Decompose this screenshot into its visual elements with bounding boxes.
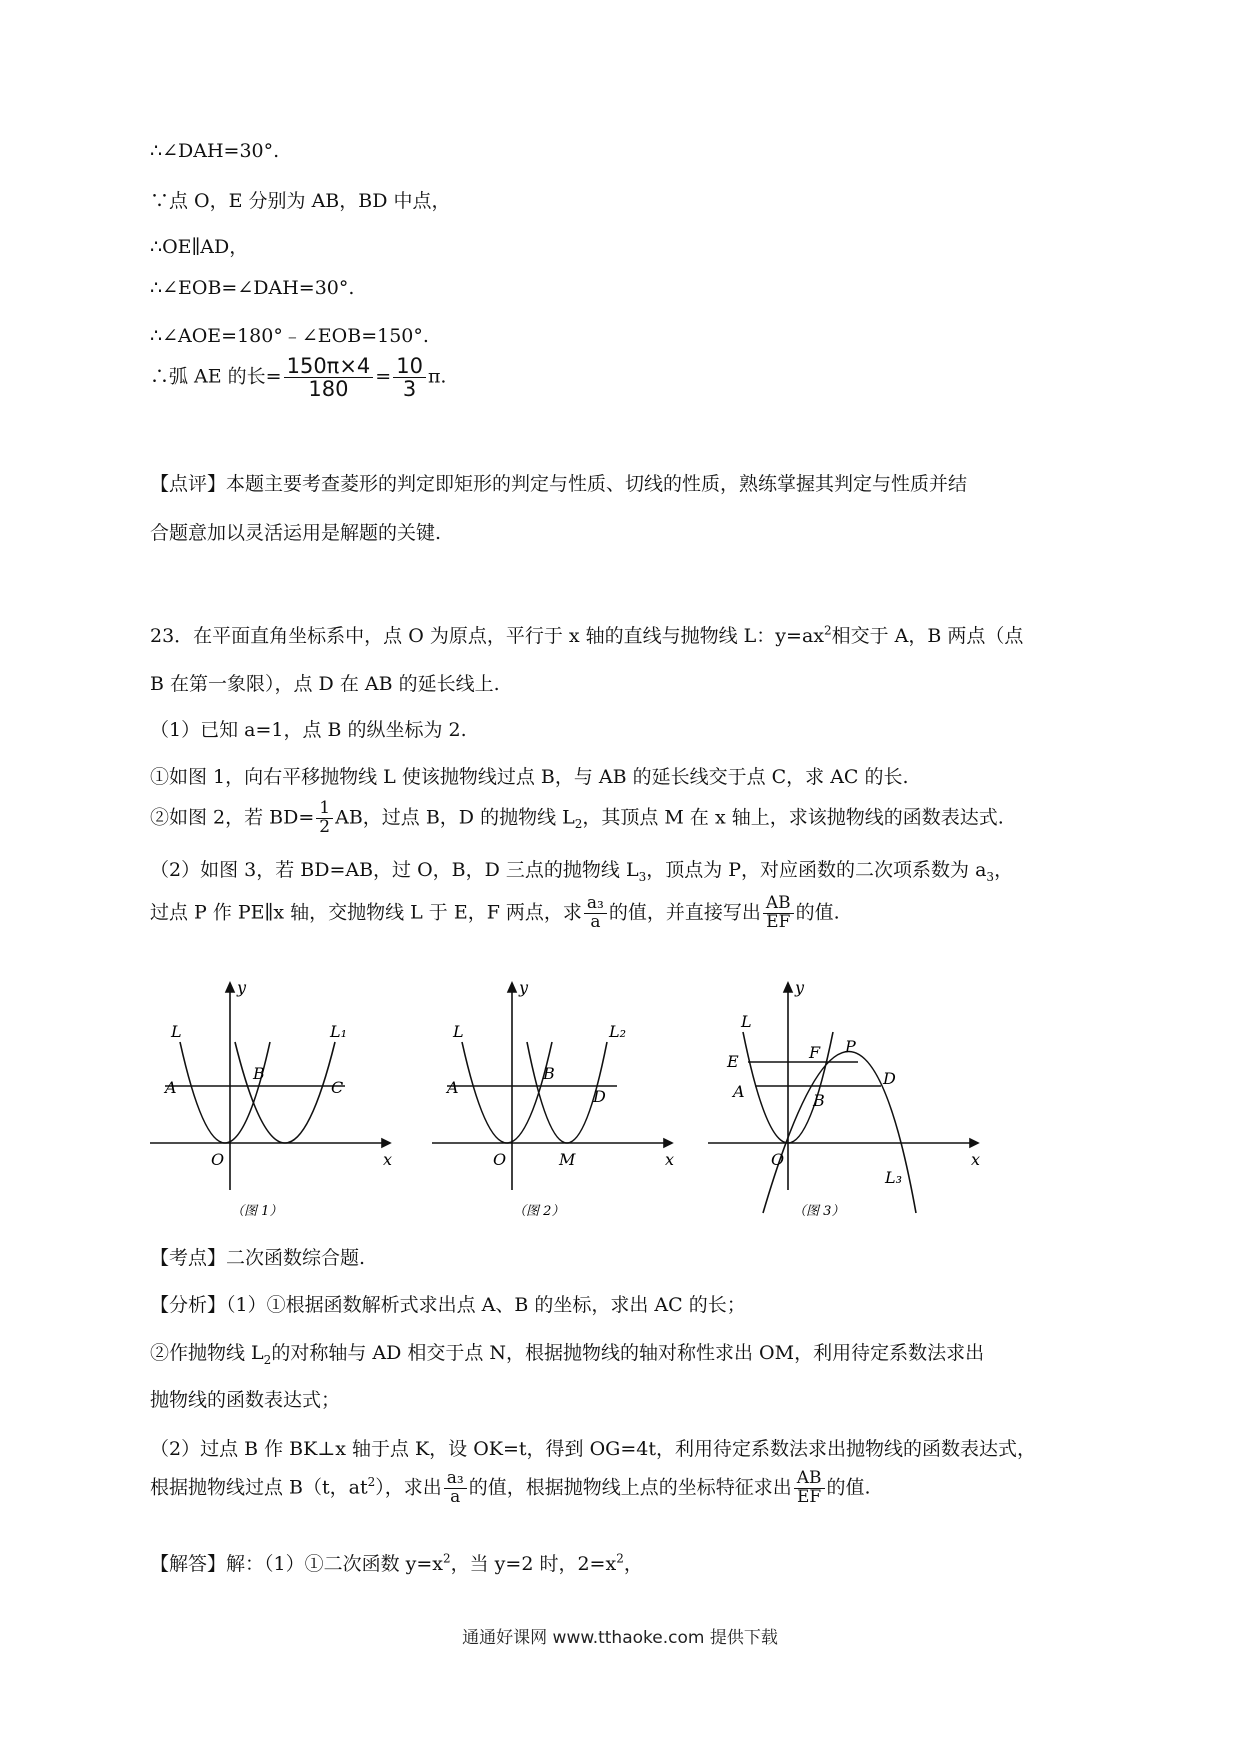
label-A: A — [165, 1078, 177, 1097]
label-x: x — [971, 1150, 981, 1169]
question-line — [150, 621, 1090, 648]
label-y: y — [795, 978, 805, 997]
label-L3: L₃ — [885, 1168, 903, 1187]
denominator: 2 — [319, 816, 331, 837]
kaodian-line: 【考点】二次函数综合题. — [150, 1247, 366, 1269]
text-segment: ，其顶点 M 在 x 轴上，求该抛物线的函数表达式. — [582, 806, 1004, 829]
analysis-line: 【分析】（1）①根据函数解析式求出点 A、B 的坐标，求出 AC 的长； — [150, 1294, 746, 1316]
text-line: ∴∠EOB=∠DAH=30°. — [150, 277, 355, 299]
text-segment: ②如图 2，若 BD= — [150, 806, 315, 829]
label-L2: L₂ — [609, 1022, 627, 1041]
label-E: E — [727, 1052, 739, 1071]
text-segment: 相交于 A，B 两点（点 — [831, 625, 1024, 647]
label-F: F — [809, 1043, 821, 1062]
numerator: 10 — [393, 355, 426, 378]
text-segment: 的值，根据抛物线上点的坐标特征求出 — [468, 1476, 792, 1499]
label-B: B — [813, 1091, 825, 1110]
numerator: a₃ — [444, 1470, 467, 1489]
numerator: AB — [794, 1470, 825, 1489]
fraction — [393, 355, 426, 400]
label-x: x — [383, 1150, 393, 1169]
question-line: B 在第一象限），点 D 在 AB 的延长线上. — [150, 673, 500, 695]
question-line: （1）已知 a=1，点 B 的纵坐标为 2. — [150, 719, 467, 741]
label-B: B — [543, 1064, 555, 1083]
fraction — [284, 355, 374, 400]
label-B: B — [253, 1064, 265, 1083]
label-O: O — [771, 1150, 785, 1169]
text-segment: 根据抛物线过点 B（t，at — [150, 1476, 368, 1499]
label-L: L — [171, 1022, 182, 1041]
subscript: 2 — [574, 817, 583, 832]
label-P: P — [845, 1037, 856, 1056]
label-x: x — [665, 1150, 675, 1169]
superscript: 2 — [367, 1475, 376, 1490]
figure-3 — [703, 975, 993, 1235]
text-segment: ∴弧 AE 的长= — [150, 365, 282, 388]
text-segment: 【解答】解：（1）①二次函数 y=x — [150, 1553, 443, 1575]
text-segment: AB，过点 B，D 的抛物线 L — [335, 806, 575, 829]
text-segment: 的值. — [826, 1476, 871, 1499]
analysis-line — [150, 1338, 1090, 1367]
numerator: AB — [763, 895, 794, 914]
label-A: A — [447, 1078, 459, 1097]
text-segment: 的值. — [795, 901, 840, 924]
fraction — [316, 800, 333, 837]
label-O: O — [211, 1150, 225, 1169]
arc-length-line — [150, 355, 1090, 400]
label-C: C — [331, 1078, 344, 1097]
text-segment: 过点 P 作 PE∥x 轴，交抛物线 L 于 E，F 两点，求 — [150, 901, 582, 924]
label-y: y — [237, 978, 247, 997]
text-segment: ②作抛物线 L — [150, 1342, 264, 1364]
fraction — [584, 895, 607, 932]
x-arrow-icon — [664, 1139, 672, 1147]
fraction — [444, 1470, 467, 1507]
denominator: EF — [797, 1486, 822, 1507]
text-segment: ， — [623, 1553, 643, 1575]
question-line: ①如图 1，向右平移抛物线 L 使该抛物线过点 B，与 AB 的延长线交于点 C，求 AC 的长. — [150, 766, 909, 788]
text-segment: ），求出 — [375, 1476, 442, 1499]
denominator: a — [450, 1486, 461, 1507]
label-L: L — [741, 1012, 752, 1031]
text-segment: ，当 y=2 时，2=x — [450, 1553, 617, 1575]
fraction — [763, 895, 794, 932]
text-line: ∵点 O，E 分别为 AB，BD 中点， — [150, 190, 451, 212]
parabola-l1 — [235, 1042, 335, 1143]
comment-line: 合题意加以灵活运用是解题的关键. — [150, 522, 442, 544]
parabola-l — [180, 1042, 270, 1143]
text-segment: 23．在平面直角坐标系中，点 O 为原点，平行于 x 轴的直线与抛物线 L：y=ax — [150, 625, 824, 647]
question-line — [150, 800, 1090, 837]
text-segment: = — [375, 365, 392, 388]
subscript: 2 — [263, 1352, 272, 1367]
text-line: ∴∠AOE=180°﹣∠EOB=150°. — [150, 325, 429, 347]
question-line — [150, 895, 1090, 932]
label-O: O — [493, 1150, 507, 1169]
denominator: EF — [766, 911, 791, 932]
denominator: 180 — [308, 377, 349, 402]
text-segment: ，顶点为 P，对应函数的二次项系数为 a — [646, 859, 987, 881]
numerator: 150π×4 — [284, 355, 374, 378]
label-A: A — [733, 1082, 745, 1101]
fraction — [794, 1470, 825, 1507]
text-segment: 的值，并直接写出 — [608, 901, 761, 924]
label-D: D — [593, 1087, 606, 1106]
label-L1: L₁ — [330, 1022, 348, 1041]
question-line — [150, 855, 1090, 884]
analysis-line: 抛物线的函数表达式； — [150, 1389, 341, 1411]
caption: （图 3） — [793, 1204, 845, 1219]
x-arrow-icon — [382, 1139, 390, 1147]
subscript: 3 — [986, 869, 995, 884]
comment-line: 【点评】本题主要考查菱形的判定即矩形的判定与性质、切线的性质，熟练掌握其判定与性质并结 — [150, 473, 968, 495]
x-arrow-icon — [970, 1139, 978, 1147]
text-segment: 的对称轴与 AD 相交于点 N，根据抛物线的轴对称性求出 OM，利用待定系数法求出 — [271, 1342, 985, 1364]
superscript: 2 — [823, 623, 832, 638]
footer-watermark: 通通好课网 www.tthaoke.com 提供下载 — [462, 1628, 778, 1648]
text-line: ∴∠DAH=30°. — [150, 140, 280, 162]
superscript: 2 — [616, 1551, 624, 1566]
y-arrow-icon — [784, 983, 792, 992]
text-segment: π. — [427, 365, 447, 388]
caption: （图 2） — [513, 1204, 565, 1219]
subscript: 3 — [638, 869, 647, 884]
answer-line — [150, 1549, 1090, 1576]
denominator: 3 — [402, 377, 417, 402]
caption: （图 1） — [231, 1204, 283, 1219]
text-segment: ， — [994, 859, 1014, 881]
figure-2 — [427, 975, 682, 1235]
analysis-line: （2）过点 B 作 BK⊥x 轴于点 K，设 OK=t，得到 OG=4t，利用待定系数法求出抛物线的函数表达式， — [150, 1438, 1036, 1460]
numerator: a₃ — [584, 895, 607, 914]
analysis-line — [150, 1470, 1090, 1507]
text-line: ∴OE∥AD， — [150, 236, 249, 258]
y-arrow-icon — [508, 983, 516, 992]
y-arrow-icon — [226, 983, 234, 992]
text-segment: （2）如图 3，若 BD=AB，过 O，B，D 三点的抛物线 L — [150, 859, 639, 881]
numerator: 1 — [316, 800, 333, 819]
figure-1 — [145, 975, 400, 1235]
superscript: 2 — [443, 1551, 451, 1566]
label-D: D — [883, 1069, 896, 1088]
label-M: M — [559, 1150, 576, 1169]
denominator: a — [590, 911, 601, 932]
label-L: L — [453, 1022, 464, 1041]
label-y: y — [519, 978, 529, 997]
